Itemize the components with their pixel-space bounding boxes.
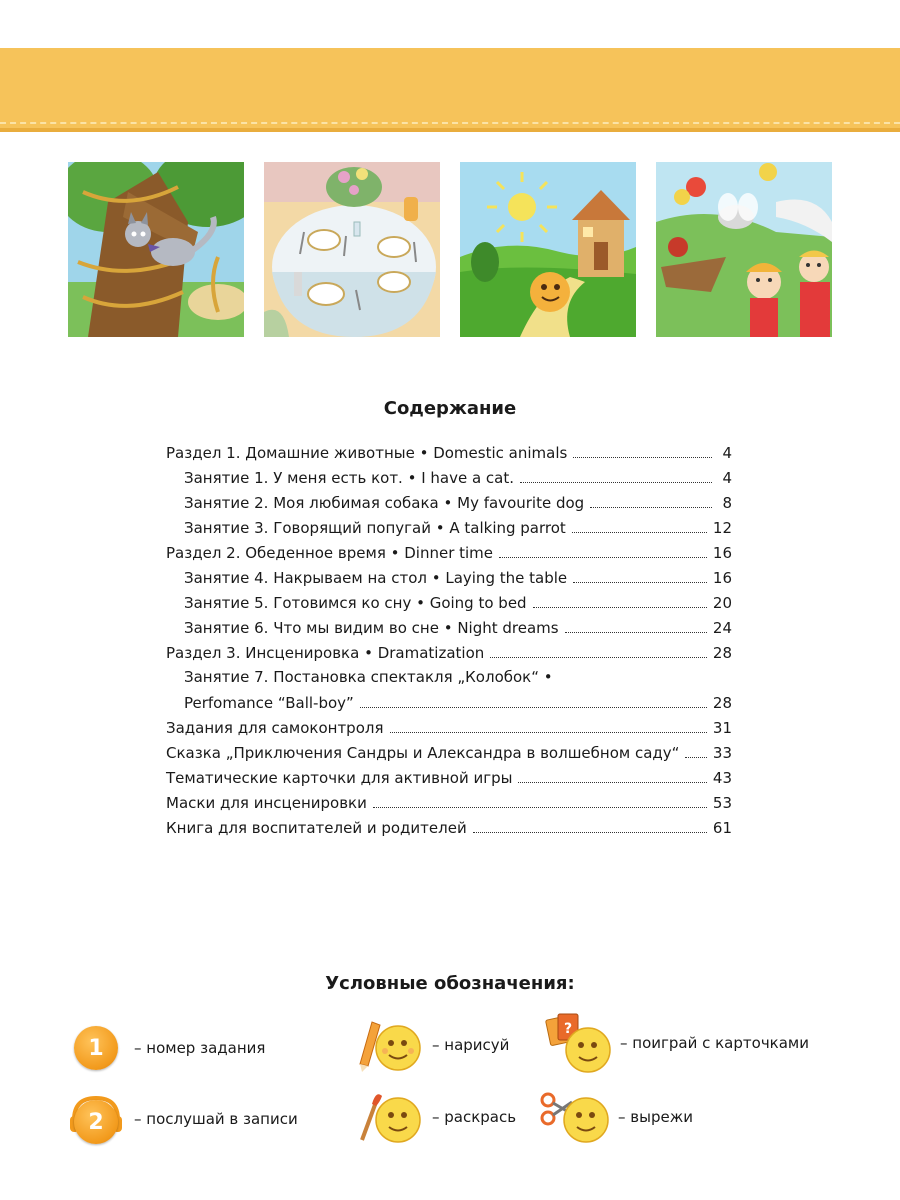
toc-entry-title: Маски для инсценировки xyxy=(166,794,367,812)
toc-entry xyxy=(166,615,732,640)
toc-dot-leader xyxy=(573,565,707,583)
toc-entry xyxy=(166,490,732,515)
toc-page-number: 24 xyxy=(712,619,732,637)
kolobok-pencil-icon xyxy=(354,1016,426,1074)
toc-page-number: 4 xyxy=(722,444,732,462)
legend-label: – вырежи xyxy=(618,1108,693,1126)
kolobok-cards-icon xyxy=(544,1012,616,1074)
listen-headphones-badge-icon xyxy=(68,1094,124,1144)
toc-dot-leader xyxy=(533,590,707,608)
toc-dot-leader xyxy=(572,515,707,533)
toc-entry xyxy=(166,740,732,765)
header-stitch-line xyxy=(0,122,900,124)
toc-page-number: 28 xyxy=(712,694,732,712)
header-band-edge xyxy=(0,128,900,132)
toc-dot-leader xyxy=(520,465,712,483)
toc-entry xyxy=(166,765,732,790)
toc-entry xyxy=(166,665,732,690)
legend-label: – нарисуй xyxy=(432,1036,510,1054)
toc-entry xyxy=(166,715,732,740)
toc-entry xyxy=(166,590,732,615)
illustration-dinner-table xyxy=(264,162,440,337)
illustration-cat-tree xyxy=(68,162,244,337)
legend-title: Условные обозначения: xyxy=(325,973,575,994)
toc-page-number: 33 xyxy=(712,744,732,762)
toc-entry-title: Сказка „Приключения Сандры и Александра в волшебном саду“ xyxy=(166,744,680,762)
toc-page-number: 16 xyxy=(712,544,732,562)
toc-entry-title: Тематические карточки для активной игры xyxy=(166,769,513,787)
toc-page-number: 20 xyxy=(712,594,732,612)
legend-item-cut-out xyxy=(540,1088,693,1146)
task-number-badge: 2 xyxy=(74,1100,118,1144)
toc-entry-title: Занятие 2. Моя любимая собака • My favourite dog xyxy=(184,494,585,512)
kolobok-paintbrush-icon xyxy=(354,1088,426,1146)
illustration-kolobok-house xyxy=(460,162,636,337)
toc-entry xyxy=(166,515,732,540)
legend-item-task-number xyxy=(74,1026,265,1070)
toc-dot-leader xyxy=(490,640,707,658)
toc-entry xyxy=(166,440,732,465)
toc-entry xyxy=(166,815,732,840)
kolobok-scissors-icon xyxy=(540,1088,614,1146)
toc-entry-title: Занятие 4. Накрываем на стол • Laying the table xyxy=(184,569,568,587)
legend-label: – номер задания xyxy=(134,1039,266,1057)
legend-label: – поиграй с карточками xyxy=(620,1034,809,1052)
toc-entry xyxy=(166,540,732,565)
toc-page-number: 43 xyxy=(712,769,732,787)
toc-page-number: 28 xyxy=(712,644,732,662)
table-of-contents xyxy=(166,440,732,840)
toc-entry-title: Perfomance “Ball-boy” xyxy=(184,694,354,712)
toc-entry xyxy=(166,640,732,665)
toc-entry-title: Раздел 1. Домашние животные • Domestic animals xyxy=(166,444,568,462)
toc-page-number: 16 xyxy=(712,569,732,587)
legend-item-draw xyxy=(354,1016,509,1074)
toc-title: Содержание xyxy=(383,398,517,419)
toc-entry-title: Книга для воспитателей и родителей xyxy=(166,819,467,837)
legend-label: – раскрась xyxy=(432,1108,517,1126)
toc-dot-leader xyxy=(590,490,712,508)
illustration-children-garden xyxy=(656,162,832,337)
legend-item-play-cards xyxy=(544,1012,809,1074)
toc-entry-title: Задания для самоконтроля xyxy=(166,719,384,737)
toc-dot-leader xyxy=(390,715,707,733)
toc-dot-leader xyxy=(473,815,707,833)
toc-page-number: 8 xyxy=(722,494,732,512)
toc-dot-leader xyxy=(685,740,706,758)
toc-page-number: 12 xyxy=(712,519,732,537)
svg-text:?: ? xyxy=(563,1021,573,1037)
toc-entry-title: Занятие 7. Постановка спектакля „Колобок“ • xyxy=(184,668,553,686)
toc-dot-leader xyxy=(573,440,712,458)
toc-entry xyxy=(166,565,732,590)
toc-dot-leader xyxy=(565,615,707,633)
toc-page-number: 31 xyxy=(712,719,732,737)
toc-page-number: 4 xyxy=(722,469,732,487)
toc-dot-leader xyxy=(373,790,707,808)
toc-entry xyxy=(166,690,732,715)
toc-page-number: 61 xyxy=(712,819,732,837)
toc-entry xyxy=(166,465,732,490)
toc-entry xyxy=(166,790,732,815)
illustration-strip xyxy=(68,162,832,337)
toc-entry-title: Раздел 3. Инсценировка • Dramatization xyxy=(166,644,485,662)
header-band xyxy=(0,48,900,128)
toc-entry-title: Занятие 6. Что мы видим во сне • Night dreams xyxy=(184,619,559,637)
toc-entry-title: Занятие 3. Говорящий попугай • A talking parrot xyxy=(184,519,566,537)
toc-dot-leader xyxy=(360,690,707,708)
toc-page-number: 53 xyxy=(712,794,732,812)
toc-dot-leader xyxy=(518,765,706,783)
task-number-badge-icon: 1 xyxy=(74,1026,118,1070)
toc-entry-title: Занятие 5. Готовимся ко сну • Going to bed xyxy=(184,594,527,612)
legend-item-listen xyxy=(68,1094,298,1144)
toc-dot-leader xyxy=(499,540,707,558)
toc-entry-title: Занятие 1. У меня есть кот. • I have a cat. xyxy=(184,469,515,487)
legend-label: – послушай в записи xyxy=(134,1110,298,1128)
legend-item-color xyxy=(354,1088,516,1146)
toc-entry-title: Раздел 2. Обеденное время • Dinner time xyxy=(166,544,494,562)
